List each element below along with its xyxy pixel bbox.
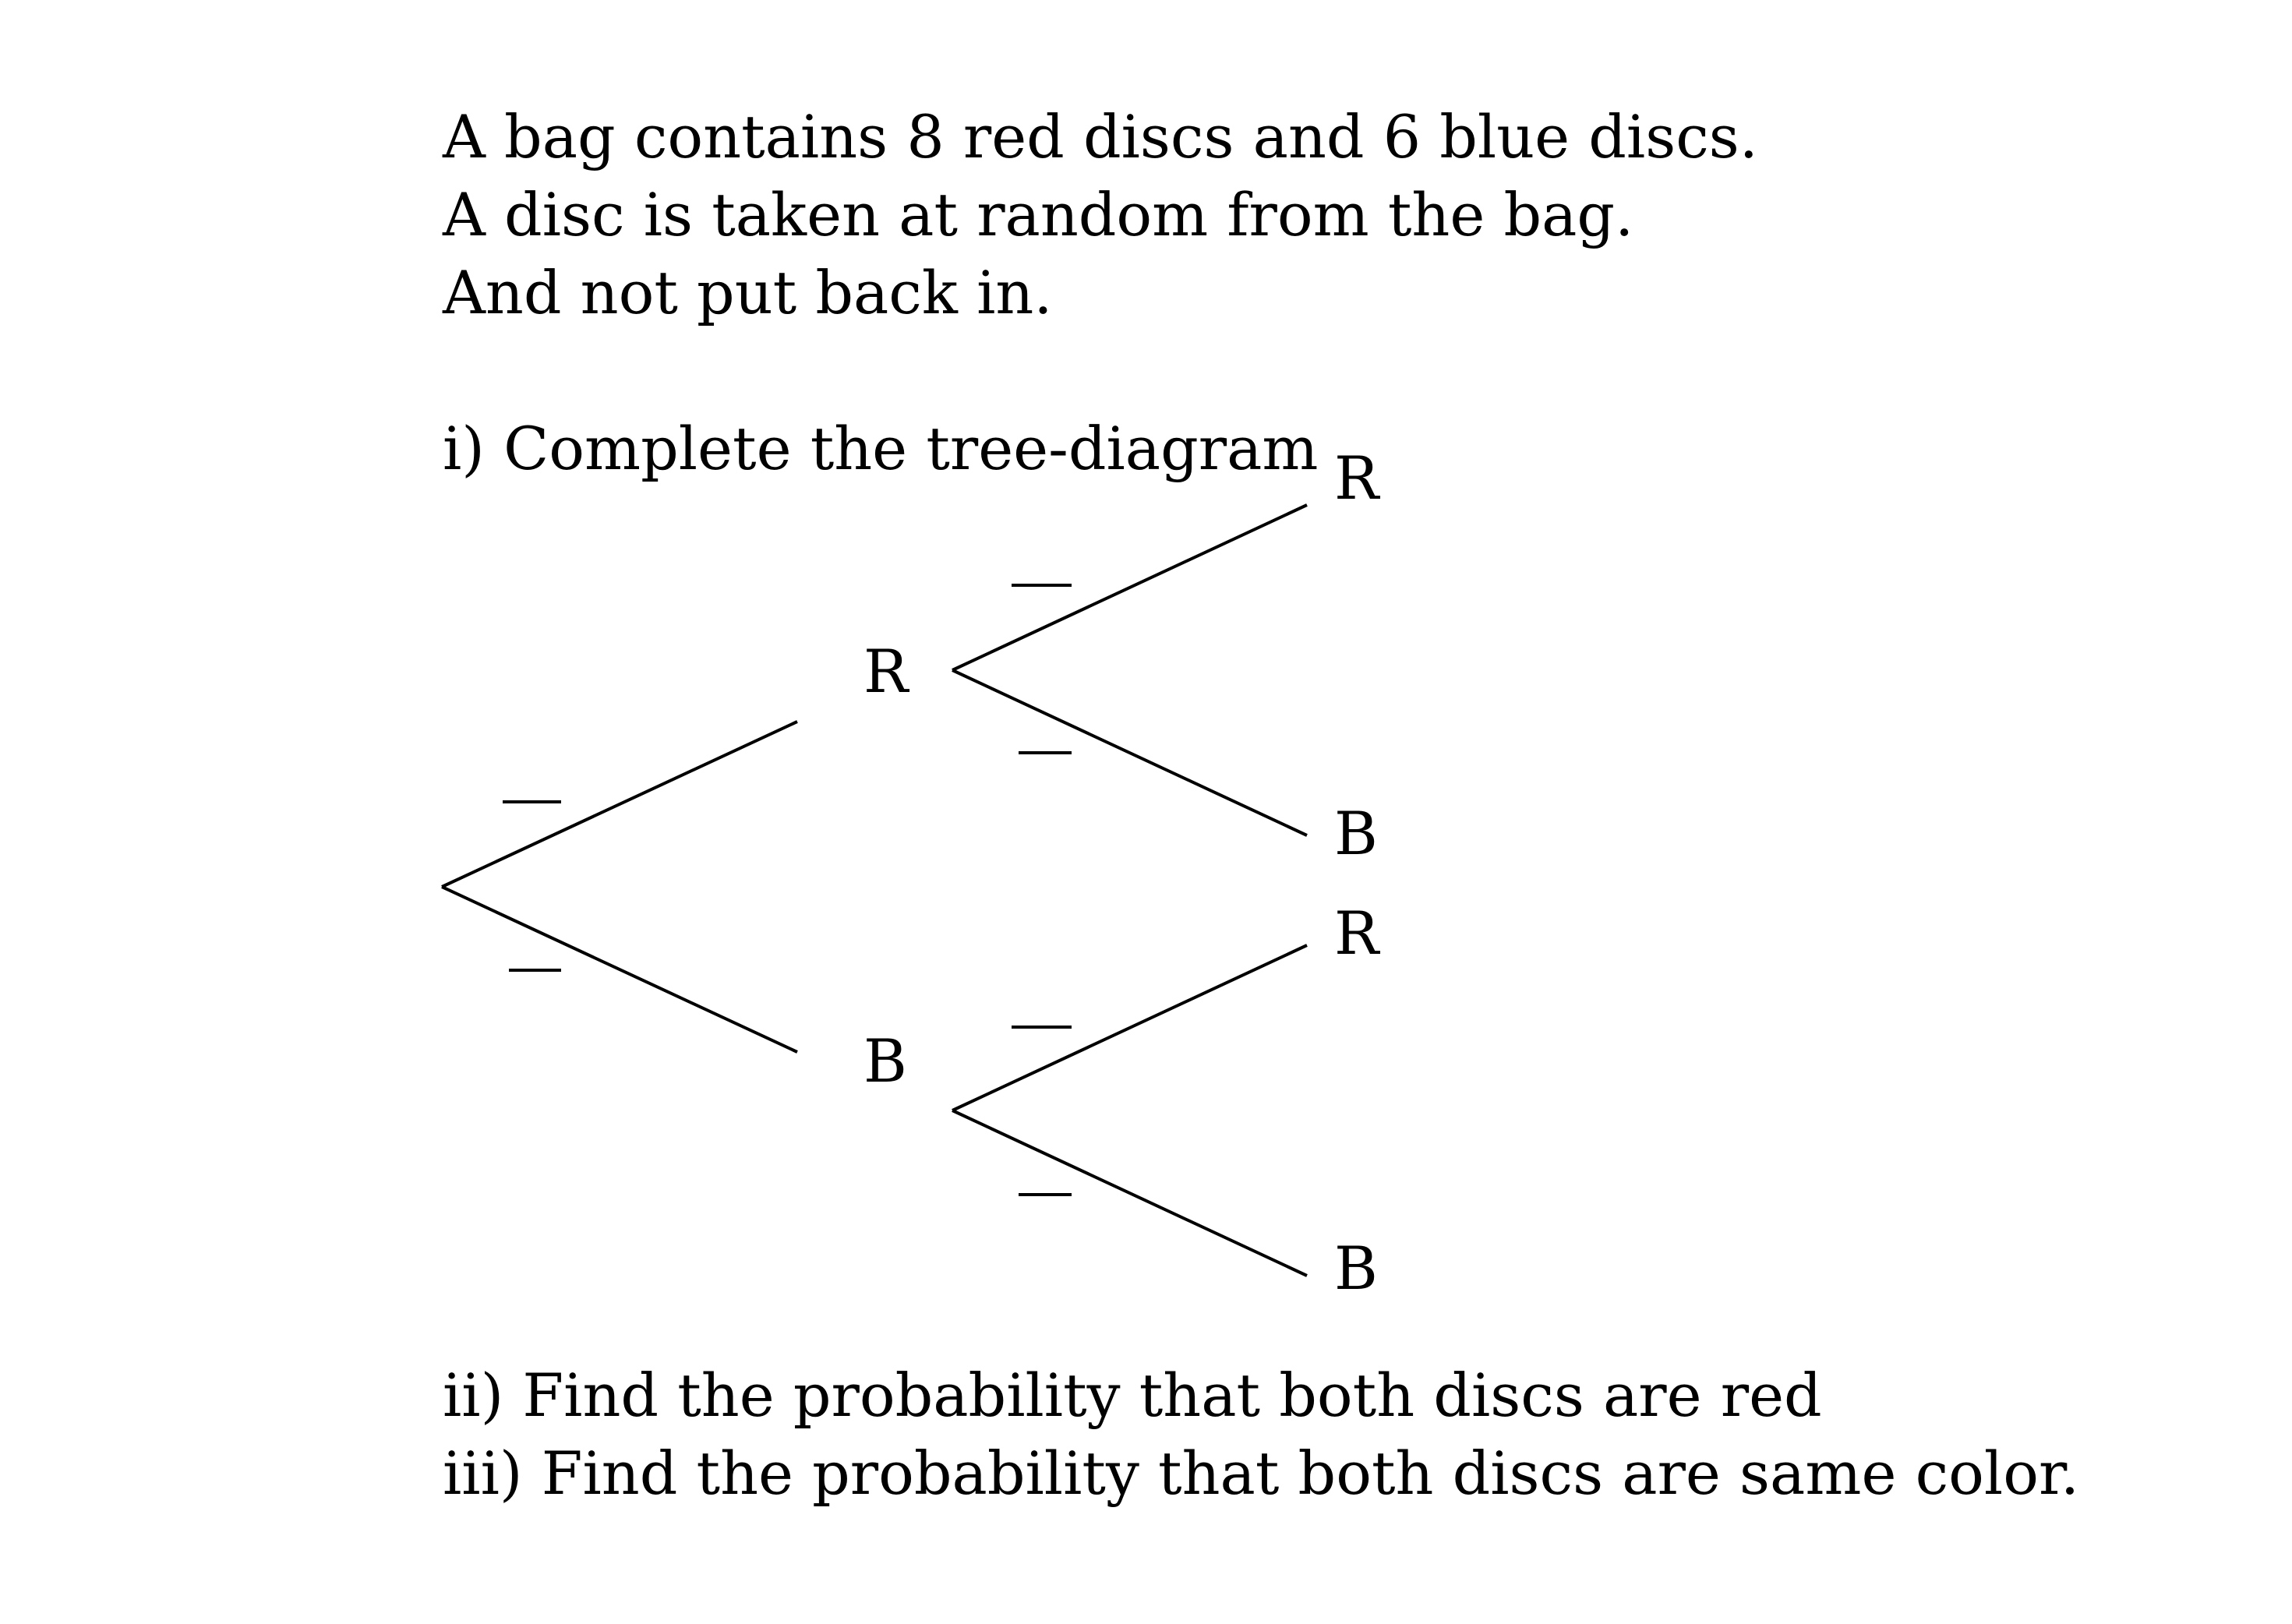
- branch-r-then-blue: [952, 670, 1307, 835]
- problem-line-2: A disc is taken at random from the bag.: [443, 180, 1634, 249]
- node-r-then-red: R: [1334, 443, 1379, 513]
- question-part-ii: ii) Find the probability that both discs are red: [443, 1361, 1822, 1430]
- branch-r-then-red: [952, 505, 1307, 670]
- node-first-red: R: [863, 637, 909, 706]
- branch-first-red: [442, 722, 797, 887]
- node-first-blue: B: [863, 1026, 907, 1096]
- branch-b-then-blue: [952, 1110, 1307, 1276]
- question-part-i: i) Complete the tree-diagram: [443, 414, 1319, 483]
- node-r-then-blue: B: [1334, 799, 1378, 868]
- question-part-iii: iii) Find the probability that both discs are same color.: [443, 1439, 2080, 1508]
- branch-b-then-red: [952, 945, 1307, 1110]
- node-b-then-blue: B: [1334, 1234, 1378, 1303]
- problem-line-1: A bag contains 8 red discs and 6 blue discs.: [443, 102, 1758, 171]
- problem-line-3: And not put back in.: [443, 258, 1053, 327]
- node-b-then-red: R: [1334, 898, 1379, 968]
- branch-first-blue: [442, 887, 797, 1052]
